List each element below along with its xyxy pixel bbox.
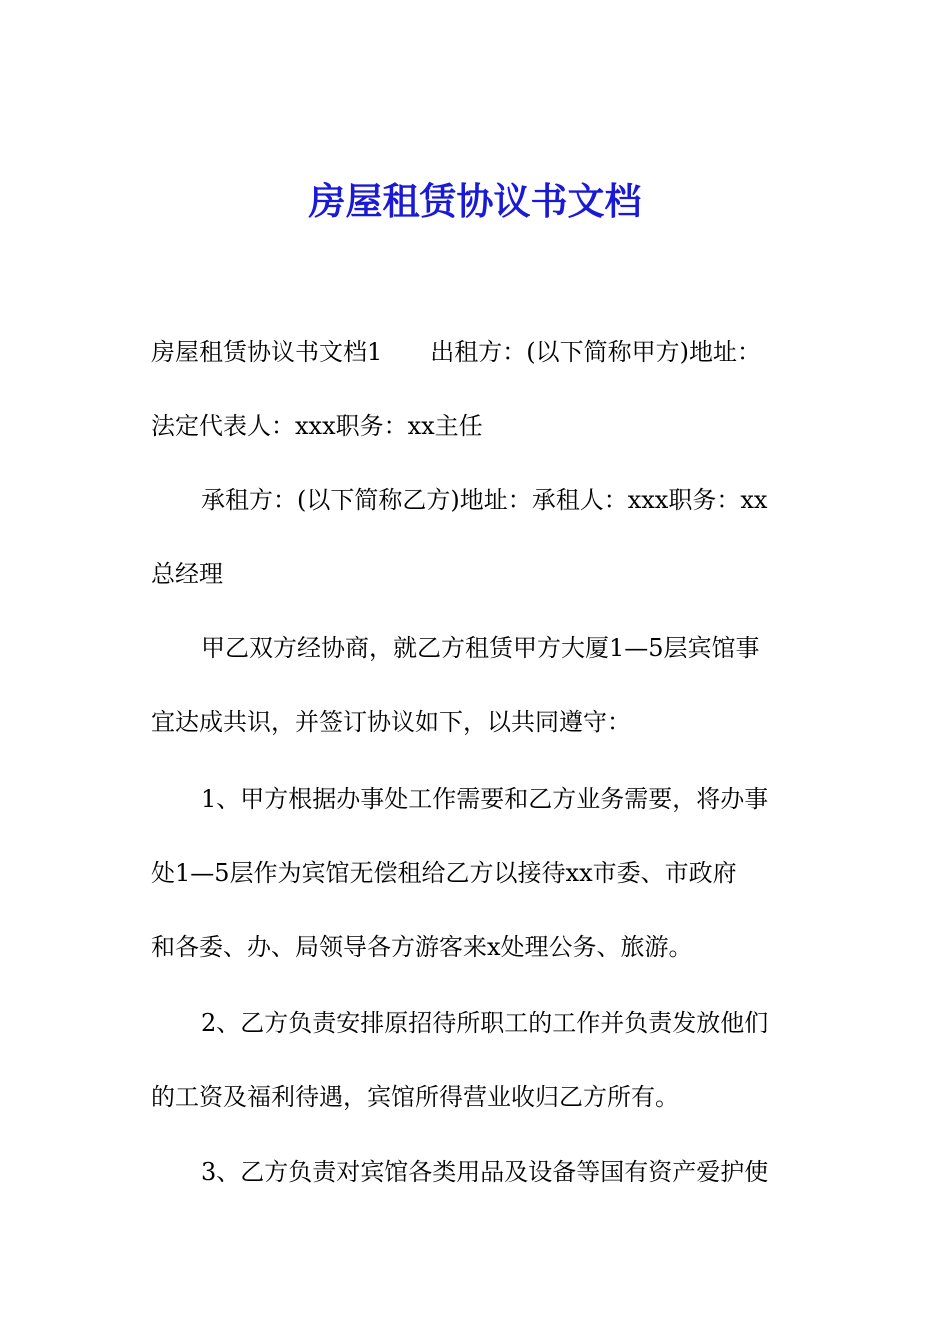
paragraph-line: 1、甲方根据办事处工作需要和乙方业务需要，将办事	[201, 785, 769, 813]
paragraph-line: 2、乙方负责安排原招待所职工的工作并负责发放他们	[201, 1009, 769, 1037]
paragraph-line: 房屋租赁协议书文档1 出租方：(以下简称甲方)地址：	[151, 338, 761, 366]
paragraph-line: 承租方：(以下简称乙方)地址：承租人：xxx职务：xx	[201, 486, 768, 514]
paragraph-line: 法定代表人：xxx职务：xx主任	[151, 412, 483, 440]
document-title: 房屋租赁协议书文档	[308, 179, 642, 223]
paragraph-line: 3、乙方负责对宾馆各类用品及设备等国有资产爱护使	[201, 1158, 769, 1186]
paragraph-line: 和各委、办、局领导各方游客来x处理公务、旅游。	[151, 933, 693, 961]
paragraph-line: 甲乙双方经协商，就乙方租赁甲方大厦1—5层宾馆事	[201, 634, 760, 662]
paragraph-line: 总经理	[151, 560, 223, 588]
paragraph-line: 处1—5层作为宾馆无偿租给乙方以接待xx市委、市政府	[151, 859, 737, 887]
paragraph-line: 的工资及福利待遇，宾馆所得营业收归乙方所有。	[151, 1083, 679, 1111]
paragraph-line: 宜达成共识，并签订协议如下，以共同遵守：	[151, 708, 631, 736]
